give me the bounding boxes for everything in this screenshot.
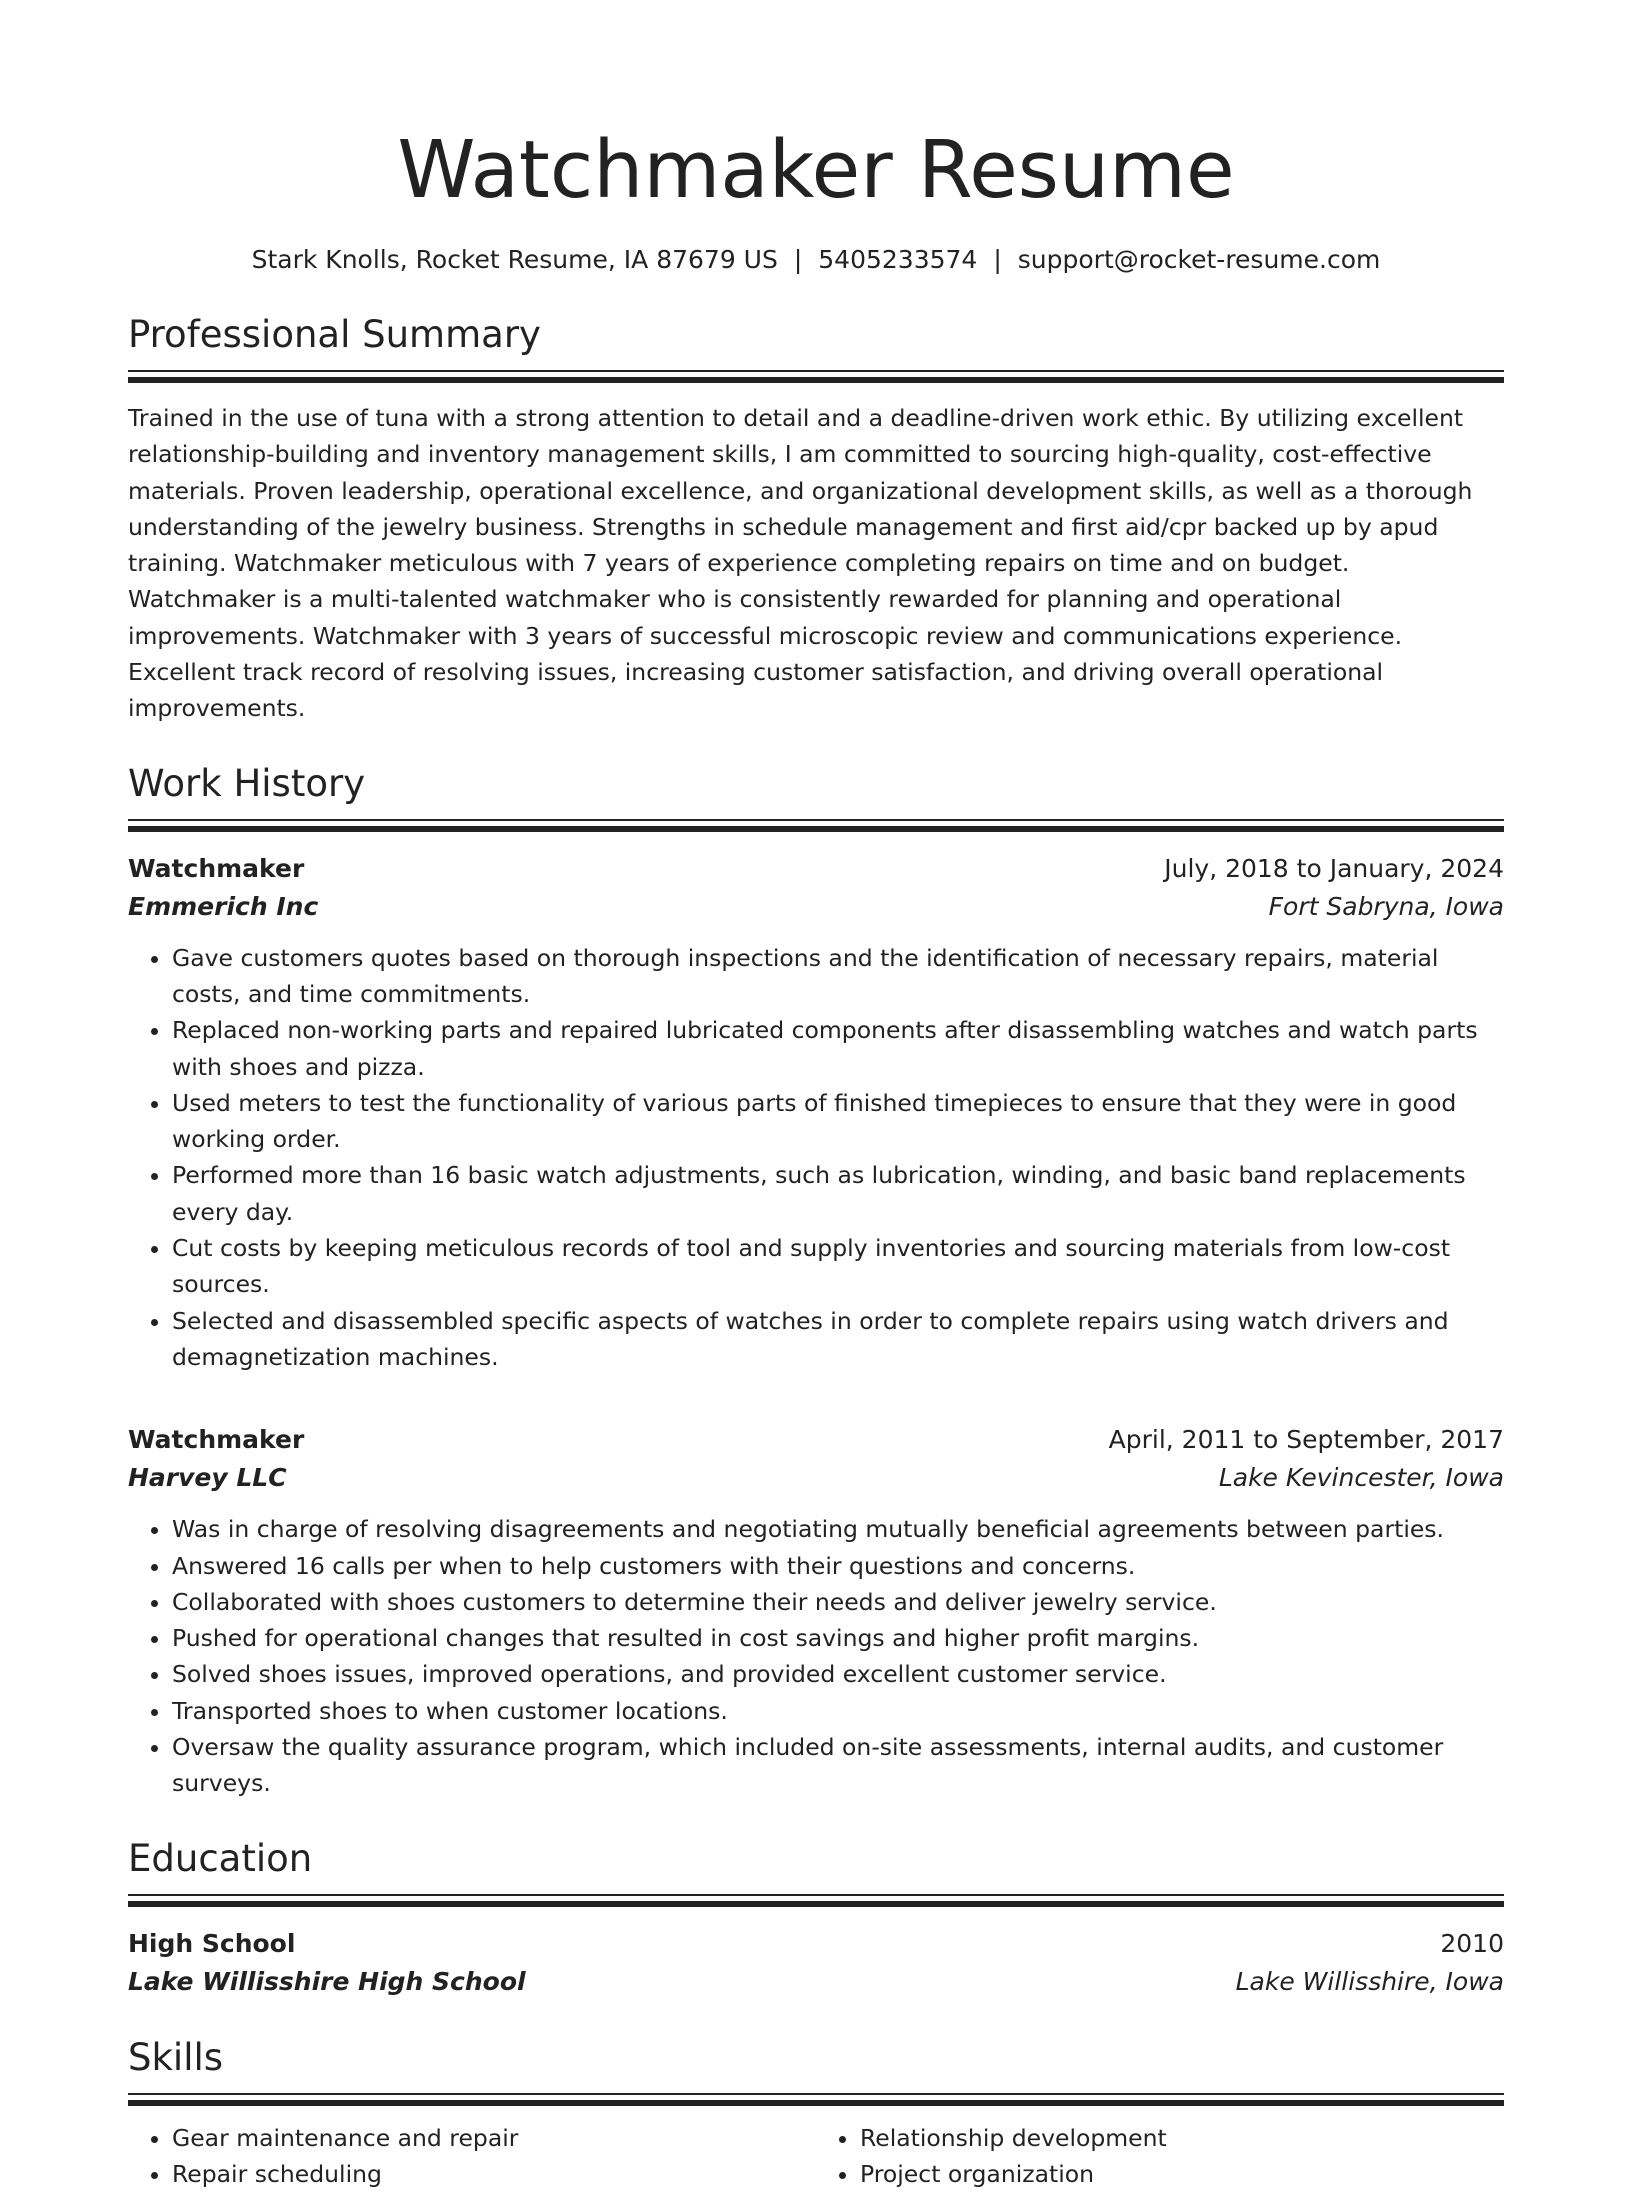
job-bullet: • Collaborated with shoes customers to determine their needs and deliver jewelry service. [172, 1584, 1504, 1620]
job-bullet: • Oversaw the quality assurance program, which included on-site assessments, internal audits, and customer surveys. [172, 1729, 1504, 1802]
job-bullet: • Was in charge of resolving disagreements and negotiating mutually beneficial agreements between parties. [172, 1511, 1504, 1547]
contact-phone: 5405233574 [818, 245, 978, 274]
contact-separator: | [993, 245, 1002, 274]
section-divider [128, 2093, 1504, 2106]
skills-list [128, 2120, 1504, 2192]
job-bullet: • Answered 16 calls per when to help customers with their questions and concerns. [172, 1548, 1504, 1584]
job-title: Watchmaker [128, 1425, 305, 1455]
education-school-row [128, 1963, 1504, 2001]
job-entry [128, 850, 1504, 1376]
education-location: Lake Willisshire, Iowa [1235, 1966, 1504, 1996]
education-degree-row [128, 1925, 1504, 1963]
job-bullet: • Transported shoes to when customer locations. [172, 1693, 1504, 1729]
summary-section-header [128, 310, 1504, 383]
job-company: Emmerich Inc [128, 891, 319, 921]
job-bullet: • Cut costs by keeping meticulous records of tool and supply inventories and sourcing materials from low-cost sources. [172, 1230, 1504, 1303]
job-bullet: • Solved shoes issues, improved operations, and provided excellent customer service. [172, 1656, 1504, 1692]
skill-item: • Relationship development [860, 2120, 1504, 2156]
skill-item: • Project organization [860, 2156, 1504, 2192]
job-entry [128, 1421, 1504, 1801]
job-bullets [128, 1511, 1504, 1801]
job-bullet: • Replaced non-working parts and repaired lubricated components after disassembling watches and watch parts with shoes and pizza. [172, 1012, 1504, 1085]
work-heading: Work History [128, 761, 366, 805]
education-heading: Education [128, 1836, 313, 1880]
education-school: Lake Willisshire High School [128, 1966, 526, 1996]
contact-email: support@rocket-resume.com [1017, 245, 1381, 274]
job-company-row [128, 1459, 1504, 1497]
summary-text: Trained in the use of tuna with a strong attention to detail and a deadline-driven work ethic. By utilizing excellent relationship-building and inventory management skills, I am committed to sourcing high-quality, cost-effective materials. Proven leadership, operational excellence, and organizational development skills, as well as a thorough understanding of the jewelry business. Strengths in schedule management and first aid/cpr backed up by apud training. Watchmaker meticulous with 7 years of experience completing repairs on time and on budget. Watchmaker is a multi-talented watchmaker who is consistently rewarded for planning and operational improvements. Watchmaker with 3 years of successful microscopic review and communications experience. Excellent track record of resolving issues, increasing customer satisfaction, and driving overall operational improvements. [128, 404, 1473, 723]
job-company-row [128, 888, 1504, 926]
job-bullets [128, 940, 1504, 1376]
education-section-header [128, 1834, 1504, 1907]
job-title-row [128, 1421, 1504, 1459]
job-company: Harvey LLC [128, 1463, 287, 1493]
section-divider [128, 819, 1504, 832]
section-divider [128, 1894, 1504, 1907]
resume-title: Watchmaker Resume [397, 124, 1235, 216]
skills-column-right [816, 2120, 1504, 2192]
section-divider [128, 370, 1504, 383]
education-entry [128, 1925, 1504, 2001]
job-dates: April, 2011 to September, 2017 [1108, 1425, 1504, 1455]
skills-column-left [128, 2120, 816, 2192]
job-bullet: • Performed more than 16 basic watch adjustments, such as lubrication, winding, and basic band replacements every day. [172, 1157, 1504, 1230]
contact-address: Stark Knolls, Rocket Resume, IA 87679 US [251, 245, 778, 274]
education-degree: High School [128, 1928, 296, 1958]
contact-separator: | [793, 245, 803, 274]
resume-page [128, 0, 1504, 2192]
job-location: Fort Sabryna, Iowa [1268, 891, 1504, 921]
skills-section-header [128, 2033, 1504, 2106]
job-bullet: • Pushed for operational changes that resulted in cost savings and higher profit margins. [172, 1620, 1504, 1656]
summary-heading: Professional Summary [128, 313, 541, 356]
skills-heading: Skills [128, 2035, 224, 2079]
job-bullet: • Gave customers quotes based on thorough inspections and the identification of necessary repairs, material costs, and time commitments. [172, 940, 1504, 1013]
job-title: Watchmaker [128, 853, 305, 883]
work-section-header [128, 759, 1504, 832]
education-year: 2010 [1440, 1928, 1504, 1958]
job-bullet: • Used meters to test the functionality of various parts of finished timepieces to ensure that they were in good working order. [172, 1085, 1504, 1158]
job-location: Lake Kevincester, Iowa [1218, 1463, 1504, 1493]
job-dates: July, 2018 to January, 2024 [1164, 853, 1504, 883]
contact-line [128, 242, 1504, 278]
skill-item: • Gear maintenance and repair [172, 2120, 816, 2156]
job-title-row [128, 850, 1504, 888]
job-bullet: • Selected and disassembled specific aspects of watches in order to complete repairs using watch drivers and demagnetization machines. [172, 1303, 1504, 1376]
skill-item: • Repair scheduling [172, 2156, 816, 2192]
